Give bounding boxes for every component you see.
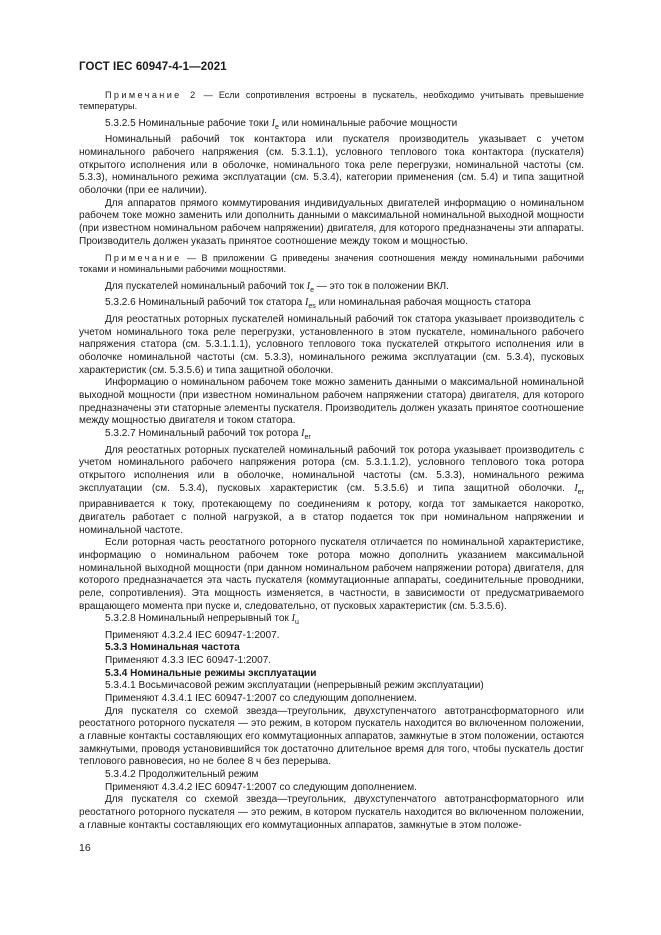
body-paragraph — [79, 314, 584, 377]
body-paragraph — [79, 794, 584, 832]
symbol-subscript: es — [308, 303, 316, 311]
symbol-subscript: er — [577, 488, 584, 496]
text-run: Номинальный рабочий ток контактора или пускателя производитель указывает с учетом номинального рабочего напряжения (см. 5.3.1.1), условного теплового тока контактора (пускателя) открытого исполнения или в оболочке, номинального тока реле перегрузки, номинальной частоты (см. 5.3.3), номинального режима эксплуатации (см. 5.3.4), категории применения (см. 5.4) и типа защитной оболочки (при ее наличии). — [79, 134, 584, 196]
section-heading — [79, 668, 584, 681]
section-heading — [79, 642, 584, 655]
body-paragraph — [79, 118, 584, 135]
text-run: Применяют 4.3.3 IEC 60947-1:2007. — [105, 655, 272, 667]
symbol-italic: I — [291, 613, 295, 625]
text-run: Применяют 4.3.2.4 IEC 60947-1:2007. — [105, 629, 280, 641]
text-run: 5.3.3 Номинальная частота — [105, 642, 240, 654]
text-run: 5.3.2.7 Номинальный рабочий ток ротора — [105, 427, 302, 439]
text-run: Применяют 4.3.4.2 IEC 60947-1:2007 со следующим дополнением. — [105, 781, 417, 793]
text-run: Для пускателя со схемой звезда—треугольник, двухступенчатого автотрансформаторного или реостатного роторного пускателя — это режим, в котором пускатель находится во включенном положении, а главные контакты составляющих его коммутационных аппаратов, замкнутые в этом положе- — [79, 794, 584, 831]
symbol-italic: I — [305, 297, 309, 309]
body-paragraph — [79, 782, 584, 795]
body-paragraph — [79, 680, 584, 693]
body-paragraph — [79, 297, 584, 314]
symbol-italic: I — [574, 482, 578, 494]
body-paragraph — [79, 198, 584, 249]
page-number: 16 — [79, 842, 91, 854]
body-paragraph — [79, 630, 584, 643]
body-paragraph — [79, 769, 584, 782]
text-run: Для реостатных роторных пускателей номинальный рабочий ток статора указывает производитель с учетом номинального тока реле перегрузки, установленного в этом пускателе, номинального рабочего напряжения статора (см. 5.3.1.1.1), условного теплового тока пускателей открытого исполнения или в оболочке номинальной частоты (см. 5.3.3), номинального режима эксплуатации (см. 5.3.4), пусковых характеристик (см. 5.3.5.6) и типа защитной оболочки. — [79, 314, 584, 376]
symbol-italic: I — [301, 427, 305, 439]
text-run: 5.3.2.8 Номинальный непрерывный ток — [105, 613, 292, 625]
note-label: Примечание — [105, 253, 182, 264]
document-header: ГОСТ IEC 60947-4-1—2021 — [79, 61, 227, 73]
symbol-subscript: e — [275, 123, 279, 131]
text-run: 5.3.2.5 Номинальные рабочие токи — [105, 117, 272, 129]
symbol-italic: I — [271, 117, 276, 129]
text-run: Для пускателя со схемой звезда—треугольник, двухступенчатого автотрансформаторного или реостатного роторного пускателя — это режим, в котором пускатель находится во включенном положении, а главные контакты составляющих его коммутационных аппаратов, замкнутые в этом положении, остаются замкнутыми, проводя установившийся ток достаточно длительное время для того, чтобы пускатель достиг теплового равновесия, но не более 8 ч без перерыва. — [79, 705, 584, 768]
body-paragraph — [79, 706, 584, 769]
text-run: Если роторная часть реостатного роторного пускателя отличается по номинальной характеристике, информацию о номинальном рабочем токе ротора можно дополнить указанием максимальной номинальной выходной мощности (при данном номинальном рабочем напряжении ротора) двигателя, для которого предназначается эта часть пускателя (коммутационные аппараты, соединительные проводники, реле, сопротивления). Эта мощность изменяется, в частности, в зависимости от предусматриваемого вращающего момента при пуске и, следовательно, от пусковых характеристик (см. 5.3.5.6). — [79, 537, 584, 612]
note-paragraph — [79, 253, 584, 276]
text-run: 5.3.2.6 Номинальный рабочий ток статора — [105, 297, 306, 309]
body-paragraph — [79, 445, 584, 538]
body-paragraph — [79, 281, 584, 298]
note-text: — В приложении G приведены значения соотношения между номинальными рабочими токами и номинальными рабочими мощностями. — [79, 253, 584, 275]
text-run: или номинальные рабочие мощности — [278, 117, 458, 129]
text-run: — это ток в положении ВКЛ. — [314, 280, 449, 292]
text-run: приравнивается к току, протекающему по соединениям к ротору, когда тот замыкается накоротко, двигатель работает с полной нагрузкой, а в статор подается ток при номинальном напряжении и номинальной частоте. — [79, 499, 584, 536]
body-paragraph — [79, 134, 584, 197]
text-run: Информацию о номинальном рабочем токе можно заменить данными о максимальной номинальной выходной мощности (при известном номинальном рабочем напряжении статора) двигателя, для которого предназначены эти статорные элементы пускателя. Производитель должен указать принятое соотношение между мощностью двигателя и током статора. — [79, 377, 584, 427]
body-paragraph — [79, 428, 584, 445]
body-paragraph — [79, 377, 584, 428]
body-paragraph — [79, 693, 584, 706]
document-body — [79, 90, 584, 832]
text-run: 5.3.4 Номинальные режимы эксплуатации — [105, 667, 317, 679]
text-run: Для пускателей номинальный рабочий ток — [105, 280, 307, 292]
body-paragraph — [79, 537, 584, 613]
symbol-italic: I — [306, 280, 311, 292]
body-paragraph — [79, 613, 584, 630]
text-run: Применяют 4.3.4.1 IEC 60947-1:2007 со следующим дополнением. — [105, 693, 417, 705]
body-paragraph — [79, 655, 584, 668]
text-run: 5.3.4.1 Восьмичасовой режим эксплуатации (непрерывный режим эксплуатации) — [105, 680, 484, 692]
symbol-subscript: e — [310, 286, 314, 294]
symbol-subscript: er — [304, 433, 311, 441]
text-run: 5.3.4.2 Продолжительный режим — [105, 769, 259, 781]
text-run: Для реостатных роторных пускателей номинальный рабочий ток ротора указывает производитель с учетом номинального рабочего напряжения ротора (см. 5.3.1.1.2), условного теплового тока ротора открытого исполнения или в оболочке, номинальной частоты (см. 5.3.3), номинального режима эксплуатации (см. 5.3.4), пусковых характеристик (см. 5.3.5.6) и типа защитной оболочки. — [79, 444, 584, 494]
note-text: — Если сопротивления встроены в пускатель, необходимо учитывать превышение температуры. — [79, 90, 584, 112]
note-label: Примечание 2 — [105, 90, 198, 100]
text-run: или номинальная рабочая мощность статора — [315, 297, 531, 309]
note-paragraph — [79, 90, 584, 113]
symbol-subscript: u — [294, 619, 299, 627]
text-run: Для аппаратов прямого коммутирования индивидуальных двигателей информацию о номинальном рабочем токе можно заменить или дополнить данными о максимальной номинальной выходной мощности (при известном номинальном рабочем напряжении) двигателя, для которого предназначены эти аппараты. Производитель должен указать принятое соотношение между током и мощностью. — [79, 197, 584, 247]
